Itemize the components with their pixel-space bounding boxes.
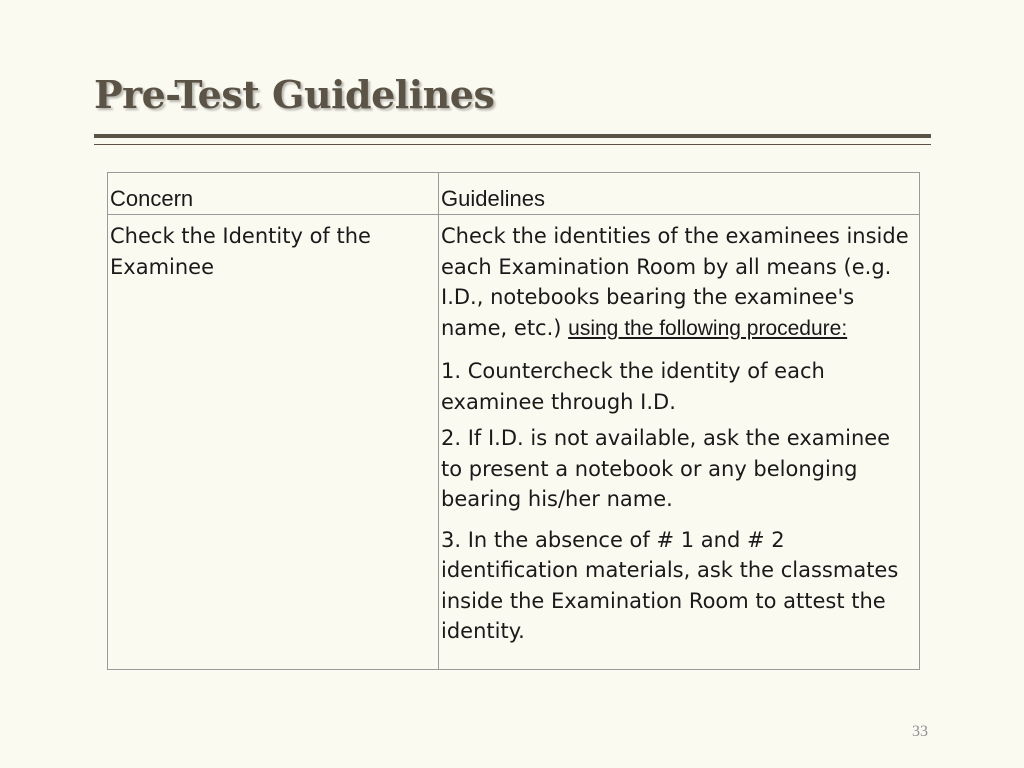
- header-guidelines: Guidelines: [439, 173, 920, 215]
- procedure-step-2: 2. If I.D. is not available, ask the examinee to present a notebook or any belonging bearing his/her name.: [441, 426, 891, 511]
- guidelines-cell: [439, 215, 920, 670]
- intro-text: Check the identities of the examinees inside each Examination Room by all means (e.g. I.D., notebooks bearing the examinee's name, etc.): [441, 224, 909, 340]
- guidelines-table: [107, 172, 920, 670]
- table-header-row: [108, 173, 920, 215]
- slide-title: Pre-Test Guidelines: [94, 72, 495, 117]
- page-number: 33: [912, 723, 928, 740]
- procedure-step-1: 1. Countercheck the identity of each examinee through I.D.: [441, 359, 825, 414]
- header-concern: Concern: [108, 173, 439, 215]
- guidelines-intro: [441, 221, 917, 344]
- title-rule-thin: [94, 144, 931, 145]
- title-rule-thick: [94, 134, 931, 138]
- concern-cell: Check the Identity of the Examinee: [108, 215, 439, 670]
- procedure-step-3: 3. In the absence of # 1 and # 2 identification materials, ask the classmates inside the Examination Room to attest the identity.: [441, 527, 899, 643]
- procedure-link-text: using the following procedure:: [568, 316, 848, 340]
- table-row: [108, 215, 920, 670]
